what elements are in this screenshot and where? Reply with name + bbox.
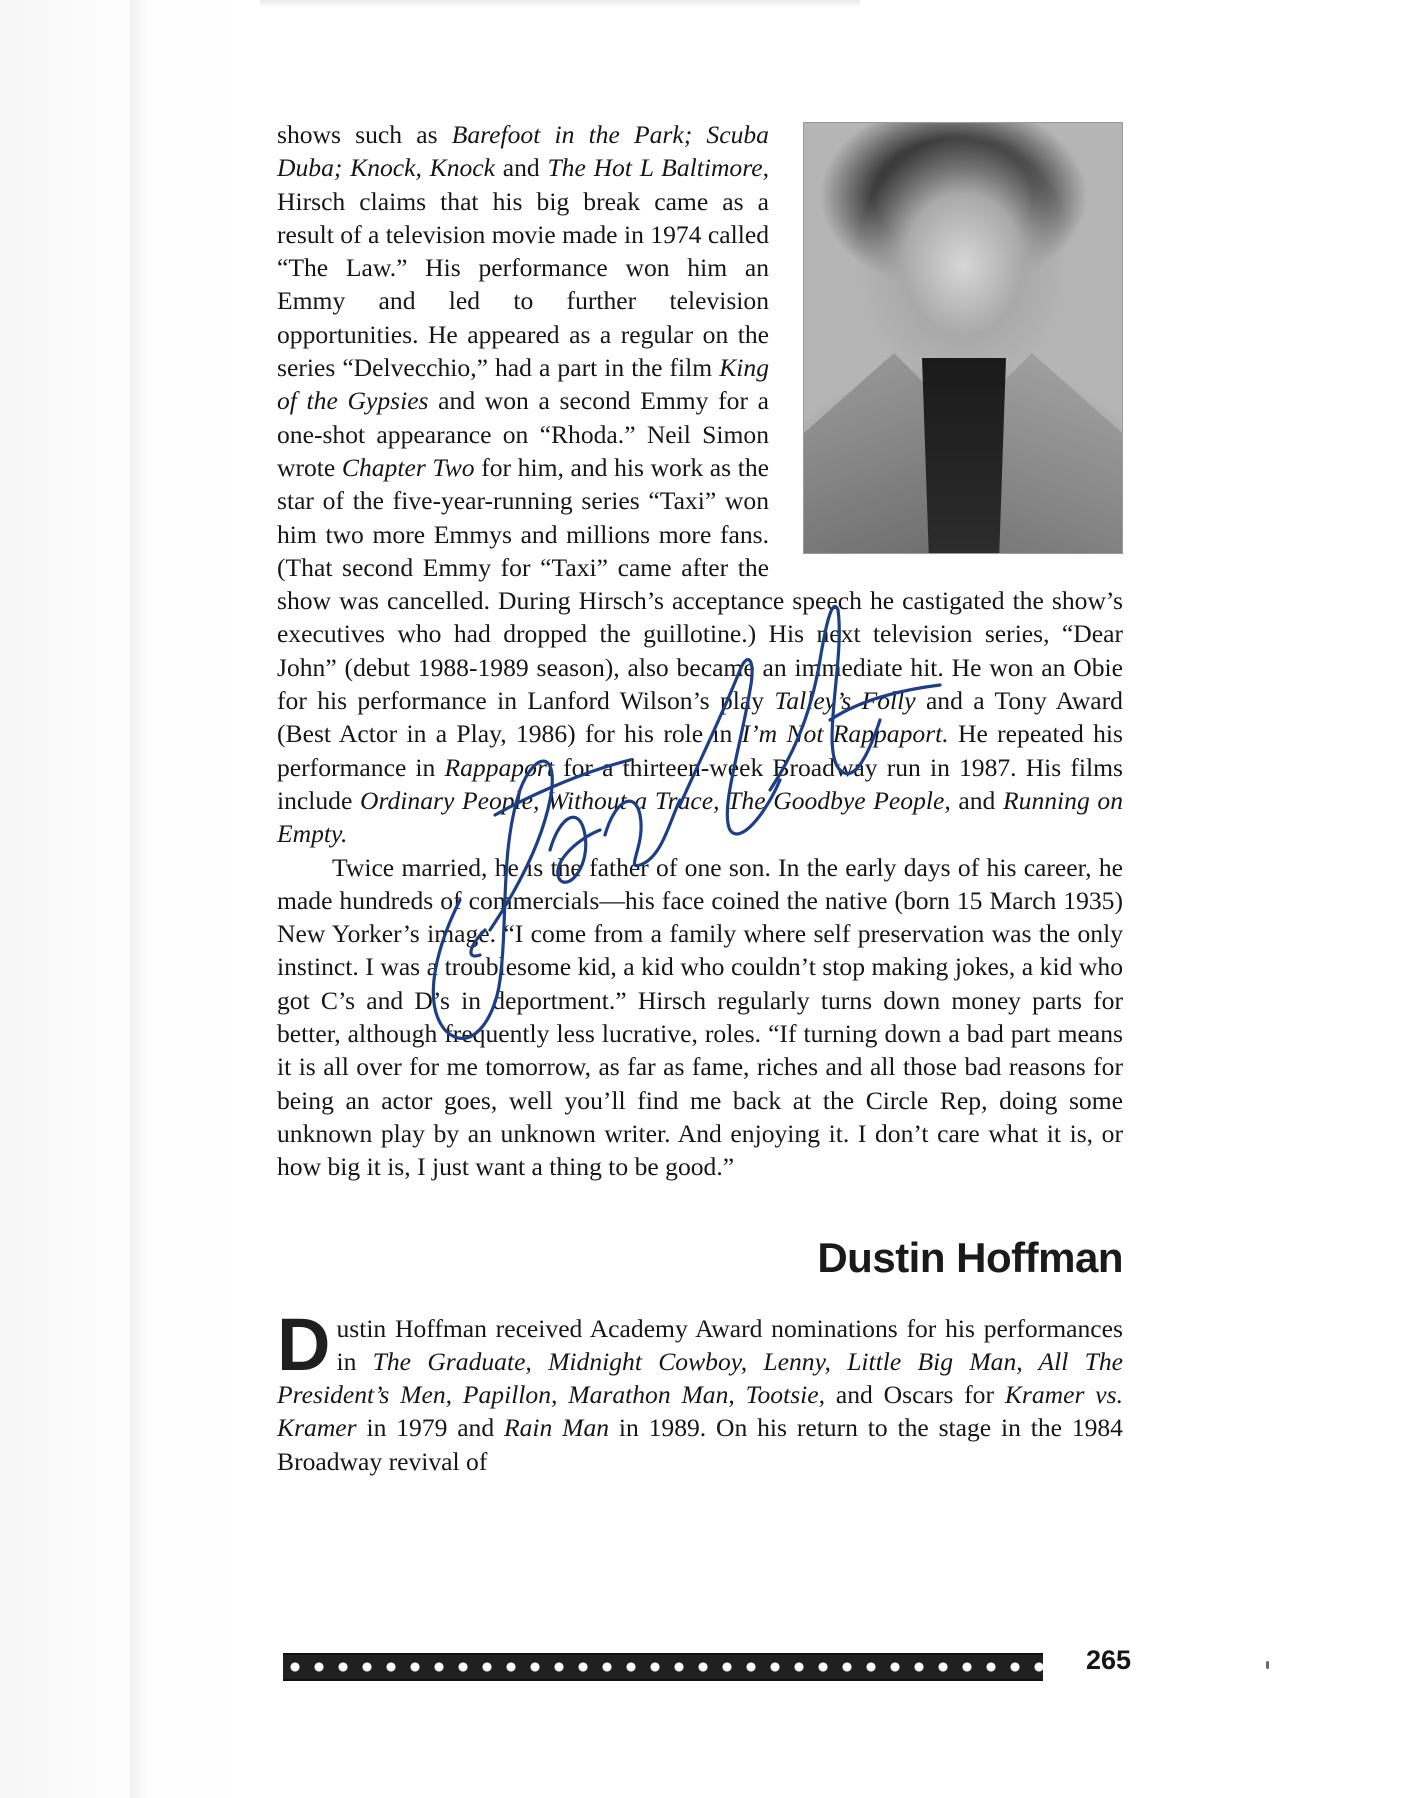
bio-paragraph-2: Twice married, he is the father of one son. In the early days of his career, he made hundreds of commercials—his face coined the native (born 15 March 1935) New Yorker’s image. “I come from a family where self preservation was the only instinct. I was a troublesome kid, a kid who couldn’t stop making jokes, a kid who got C’s and D’s in deportment.” Hirsch regularly turns down money parts for better, although frequently less lucrative, roles. “If turning down a bad part means it is all over for me tomorrow, as far as fame, riches and all those bad reasons for being an actor goes, well you’ll find me back at the Circle Rep, doing some unknown play by an unknown writer. And enjoying it. I don’t care what it is, or how big it is, I just want a thing to be good.” <box>277 852 1123 1182</box>
italic-title: Kramer vs. Kramer <box>277 1380 1123 1443</box>
text-run: and a Tony Award (Best Actor in a Play, 1986) for his role in <box>277 686 1123 749</box>
text-run: shows such as <box>277 120 452 149</box>
text-run: in 1979 and <box>356 1413 504 1443</box>
text-run: for a thirteen-week Broadway run in 1987. His films include <box>277 752 1123 815</box>
text-run: in 1989. On his return to the stage in the 1984 Broadway revival of <box>277 1413 1123 1476</box>
section-heading: Dustin Hoffman <box>817 1233 1123 1281</box>
italic-title: King of the Gypsies <box>277 353 769 416</box>
italic-title: Ordinary People, Without a Trace, The Goodbye People, <box>360 785 951 815</box>
scan-edge-shadow <box>130 0 148 1798</box>
italic-title: Rain Man <box>503 1413 610 1443</box>
text-run: and <box>495 153 548 183</box>
text-run: He repeated his performance in <box>277 719 1123 782</box>
italic-title: Rappaport <box>444 752 554 782</box>
section-intro-paragraph <box>277 1302 1124 1478</box>
text-run: ustin Hoffman received Academy Award nominations for his performances in <box>336 1313 1123 1376</box>
italic-title: The Graduate, Midnight Cowboy, Lenny, Little Big Man, All The President’s Men, Papillon, Marathon Man, Tootsie, <box>277 1346 1124 1410</box>
scan-top-shadow <box>260 0 860 8</box>
portrait-photo <box>803 122 1123 554</box>
italic-title: I’m Not Rappaport. <box>741 719 949 749</box>
text-run: Hirsch claims that his big break came as a result of a television movie made in 1974 called “The Law.” His performance won him an Emmy and led to further television opportunities. He appeared as a regular on the series “Delvecchio,” had a part in the film <box>277 186 769 383</box>
page-footer <box>283 1647 1131 1681</box>
italic-title: Barefoot in the Park; Scuba Duba; Knock, Knock <box>277 120 769 183</box>
italic-title: Running on Empty. <box>277 785 1123 849</box>
drop-cap: D <box>277 1302 331 1386</box>
portrait-shirt <box>922 358 1006 553</box>
italic-title: The Hot L Baltimore, <box>547 153 769 183</box>
page-number: 265 <box>1085 1645 1131 1675</box>
text-run: and Oscars for <box>825 1380 1005 1410</box>
text-run: and <box>950 785 1004 815</box>
italic-title: Chapter Two <box>341 452 475 482</box>
italic-title: Talley’s Folly <box>774 686 916 716</box>
text-column <box>277 118 1123 1478</box>
text-run: and won a second Emmy for a one-shot appearance on “Rhoda.” Neil Simon wrote <box>277 386 769 482</box>
decorative-border-strip <box>283 1653 1043 1681</box>
scan-speck <box>1266 1661 1269 1669</box>
text-run: for him, and his work as the star of the five-year-running series “Taxi” won him two more Emmys and millions more fans. (That second Emmy for “Taxi” came after the show was cancelled. During Hirsch’s acceptance speech he castigated the show’s executives who had dropped the guillotine.) His next television series, “Dear John” (debut 1988-1989 season), also became an immediate hit. He won an Obie for his performance in Lanford Wilson’s play <box>277 452 1123 716</box>
